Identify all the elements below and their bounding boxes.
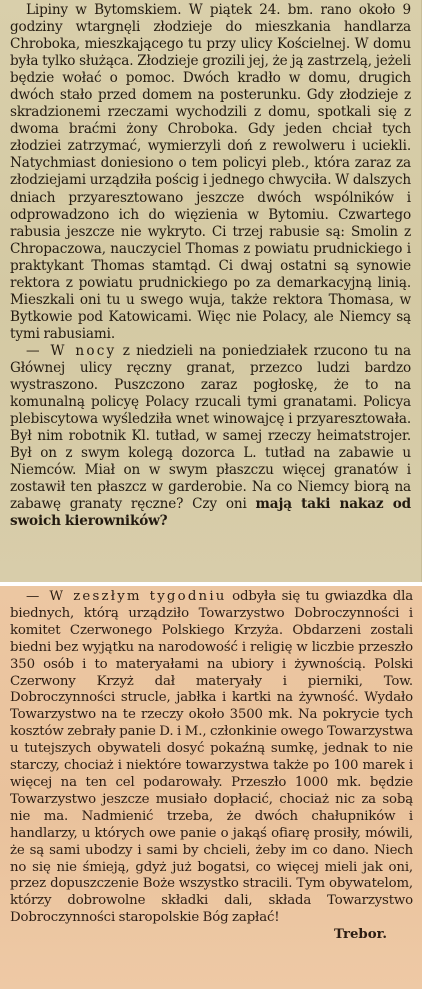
paragraph-lead: — W zeszłym tygodniu <box>26 589 227 604</box>
article-author: Trebor. <box>334 927 387 943</box>
place-rest: w Bytomskiem. <box>67 2 182 18</box>
article-paragraph-grenade <box>10 343 411 531</box>
place-name: Lipiny <box>26 2 68 18</box>
article-body-grenade: z niedzieli na poniedziałek rzucono tu na Głównej ulicy ręczny granat, przezco ludzi bardzo wystraszono. Puszczono zaraz pogłoskę, że to na komunalną policyę Polacy rzucali tymi granatami. Policya plebiscytowa wyśledziła wnet winowajcę i przyaresztowała. Był nim robotnik Kl. tutład, w samej rzeczy heimatstrojer. Był on z swym kolegą dozorca L. tutład na zabawie u Niemców. Miał on w swym płaszczu więcej granatów i zostawił ten płaszcz w garderobie. Na co Niemcy biorą na zabawę granaty ręczne? Czy oni <box>10 342 411 513</box>
article-closing-question: mają taki nakaz od swoich kierowników? <box>10 496 411 530</box>
article-body-charity: odbyła się tu gwiazdka dla biednych, którą urządziło Towarzystwo Dobroczynności i komitet Czerwonego Polskiego Krzyża. Obdarzeni zostali biedni bez wyjątku na narodowość i religię w liczbie przeszło 350 osób i to materyałami na ubiory i żywnością. Polski Czerwony Krzyż dał materyały i pierniki, Tow. Dobroczynności strucle, jabłka i kartki na żywność. Wydało Towarzystwo na te rzeczy około 3500 mk. Na pokrycie tych kosztów zebrały panie D. i M., członkinie owego Towarzystwa u tutejszych obywateli dosyć pokaźną sumkę, jednak to nie starczy, chociaż i niektóre towarzystwa także po 100 marek i więcej na ten cel podarowały. Przeszło 1000 mk. będzie Towarzystwo jeszcze musiało dopłacić, chociaż nic za sobą nie ma. Nadmienić trzeba, że dwóch chałupników i handlarzy, u których owe panie o jakąś ofiarę prosiły, mówili, że są sami ubodzy i sami by chcieli, żeby im co dano. Niech no się nie śmieją, gdyż już bogatsi, co więcej mieli jak oni, przez dopuszczenie Boże wszystko stracili. Tym obywatelom, którzy dobrowolne składki dali, składa Towarzystwo Dobroczynności staropolskie Bóg zapłać! <box>10 589 414 926</box>
paragraph-lead: — W nocy <box>26 342 117 359</box>
article-signoff <box>10 927 413 944</box>
clipping-gwiazdka <box>0 586 422 989</box>
article-paragraph-robbery <box>10 2 411 343</box>
article-paragraph-charity <box>10 589 413 927</box>
article-body-robbery: W piątek 24. bm. rano około 9 godziny wtargnęli złodzieje do mieszkania handlarza Chroboka, mieszkającego tu przy ulicy Kościelnej. W domu była tylko służąca. Złodzieje grozili jej, że ją zastrzelą, jeżeli będzie wołać o pomoc. Dwóch kradło w domu, drugich dwóch stało przed domem na posterunku. Gdy złodzieje z skradzionemi rzeczami wychodzili z domu, spotkali się z dwoma braćmi żony Chroboka. Gdy jeden chciał tych złodziei zatrzymać, wymierzyli doń z rewolweru i uciekli. Natychmiast doniesiono o tem policyi pleb., która zaraz za złodziejami urządziła pościg i jednego chwyciła. W dalszych dniach przyaresztowano jeszcze dwóch wspólników i odprowadzono ich do więzienia w Bytomiu. Czwartego rabusia jeszcze nie wykryto. Ci trzej rabusie są: Smolin z Chropaczowa, nauczyciel Thomas z powiatu prudnickiego i praktykant Thomas stamtąd. Ci dwaj ostatni są synowie rektora z powiatu prudnickiego po za demarkacyjną linią. Mieszkali oni tu u swego wuja, także rektora Thomasa, w Bytkowie pod Katowicami. Więc nie Polacy, ale Niemcy są tymi rabusiami. <box>10 2 412 342</box>
